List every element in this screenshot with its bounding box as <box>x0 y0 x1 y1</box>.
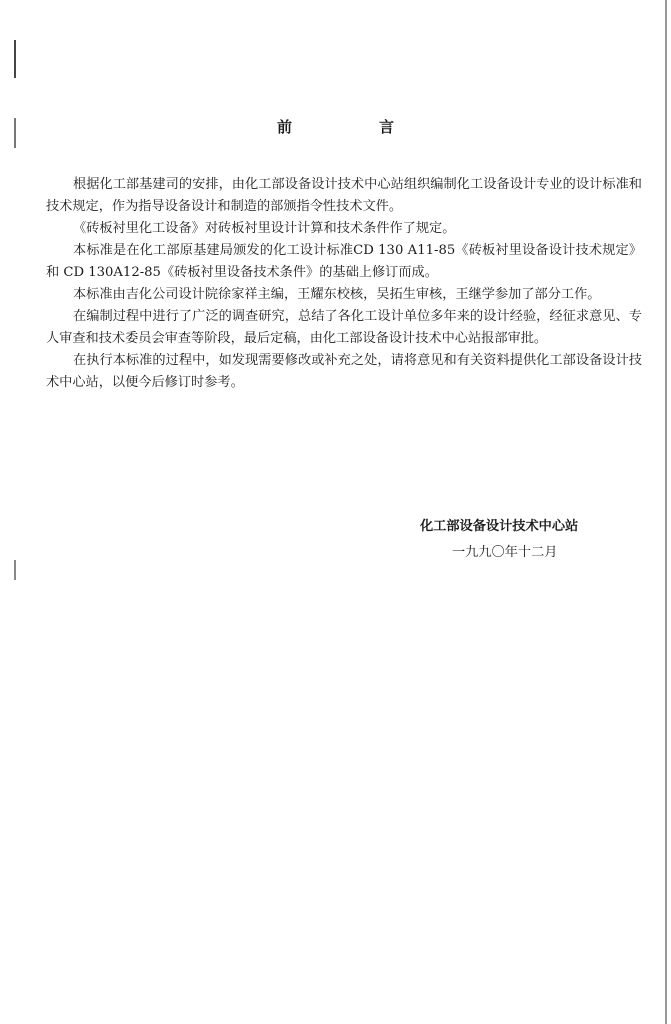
signature-organization: 化工部设备设计技术中心站 <box>420 519 579 534</box>
signature-date: 一九九〇年十二月 <box>452 545 558 560</box>
scan-edge-mark <box>14 560 16 580</box>
paragraph: 本标准由吉化公司设计院徐家祥主编，王耀东校核，吴拓生审核，王继学参加了部分工作。 <box>73 287 601 302</box>
signature-block <box>420 514 640 566</box>
page-title: 前 言 <box>276 118 430 136</box>
paragraph: 根据化工部基建司的安排，由化工部设备设计技术中心站组织编制化工设备设计专业的设计标准和技术规定，作为指导设备设计和制造的部颁指令性技术文件。 <box>46 177 642 214</box>
scan-edge-line <box>665 0 667 1024</box>
paragraph: 《砖板衬里化工设备》对砖板衬里设计计算和技术条件作了规定。 <box>73 221 456 236</box>
scan-edge-mark <box>14 40 16 78</box>
preface-body <box>46 174 642 394</box>
paragraph: 在执行本标准的过程中，如发现需要修改或补充之处，请将意见和有关资料提供化工部设备设计技术中心站，以便今后修订时参考。 <box>46 353 642 390</box>
paragraph: 在编制过程中进行了广泛的调查研究，总结了各化工设计单位多年来的设计经验，经征求意见、专人审查和技术委员会审查等阶段，最后定稿，由化工部设备设计技术中心站报部审批。 <box>46 309 642 346</box>
paragraph: 本标准是在化工部原基建局颁发的化工设计标准CD 130 A11-85《砖板衬里设备设计技术规定》和 CD 130A12-85《砖板衬里设备技术条件》的基础上修订而成。 <box>46 243 642 280</box>
